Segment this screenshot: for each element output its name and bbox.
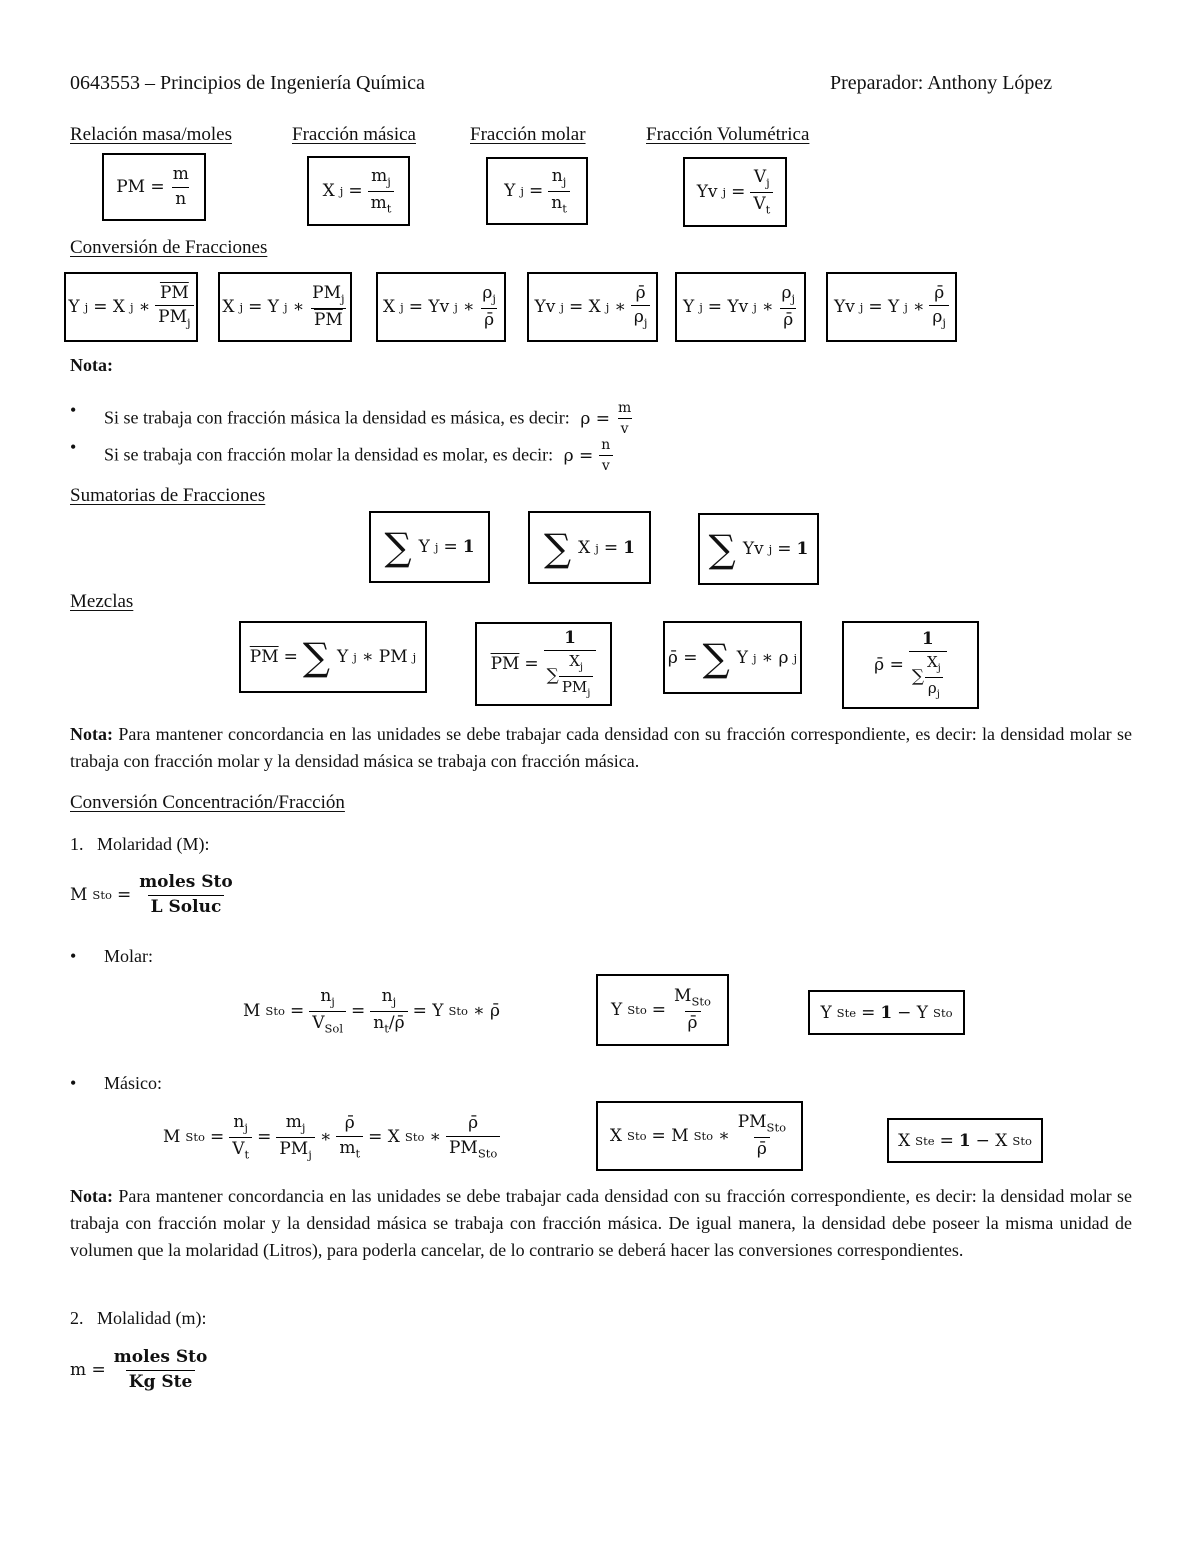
preparer-name: Preparador: Anthony López xyxy=(830,72,1053,94)
nota-label: Nota: xyxy=(70,724,113,744)
bullet-masico-text: Másico: xyxy=(104,1073,162,1093)
formula-conv-4: Yv j = X j ∗ $\frac{\rhō}{\rho_j}$ xyxy=(527,272,658,342)
formula-conv-1: Y j = X j ∗ $\frac{\overline{PM}}{PM_j}$ xyxy=(64,272,198,342)
molalidad-num: moles Sto xyxy=(113,1347,208,1367)
formula-conv-5: Y j = Yv j ∗ $\frac{\rho_j}{\rhō}$ xyxy=(675,272,806,342)
nota-label-2: Nota: xyxy=(70,1186,113,1206)
formula-ysto: Y Sto = $\frac{M_{Sto}}{\rhō}$ xyxy=(596,974,729,1046)
nota-title: Nota: xyxy=(70,355,113,375)
heading-sumatorias: Sumatorias de Fracciones xyxy=(70,485,266,506)
molaridad-num: moles Sto xyxy=(139,872,233,892)
formula-sum-yvj: ∑ Yv j = 1 xyxy=(698,513,819,585)
formula-xsto: X Sto = M Sto ∗ $\frac{PM_{Sto}}{\rhō}$ xyxy=(596,1101,803,1171)
formula-sum-yj: ∑ Y j = 1 xyxy=(369,511,490,583)
heading-mezclas: Mezclas xyxy=(70,591,134,612)
nota-text: Para mantener concordancia en las unidades se debe trabajar cada densidad con su fracción correspondiente, es decir: la densidad molar se trabaja con fracción molar y la densidad másica se trabaja con fracción másica. xyxy=(70,724,1133,771)
formula-xj: X j = $\frac{m_j}{m_t}$ xyxy=(307,156,410,226)
molaridad-title: 1. Molaridad (M): xyxy=(70,834,210,854)
formula-molar-chain: M Sto = $\frac{n_j}{V_{Sol}}$ = $\frac{n_j}{n_t/\rhō}$ = Y Sto ∗ ρ̄ xyxy=(243,986,500,1036)
formula-yvj: Yv j = $\frac{V_j}{V_t}$ xyxy=(683,157,787,227)
formula-yste: Y Ste = 1 − Y Sto xyxy=(808,990,965,1035)
formula-masico-chain: M Sto = $\frac{n_j}{V_t}$ = $\frac{m_j}{PM_j}$ ∗ $\frac{\rhō}{m_t}$ = X Sto ∗ $\frac{\rhō}{PM_{Sto}}$ xyxy=(163,1113,500,1161)
heading-concentracion: Conversión Concentración/Fracción xyxy=(70,792,345,813)
formula-molaridad: M Sto = $\frac{\text{moles Sto}}{\text{L Soluc}}$ xyxy=(70,873,236,917)
formula-pm: PM = $\frac{m}{n}$ xyxy=(102,153,206,221)
formula-conv-2: X j = Y j ∗ $\frac{PM_j}{PM}$ xyxy=(218,272,352,342)
nota-concordancia-1 xyxy=(70,721,1132,775)
bullet-masico: • Másico: xyxy=(70,1073,162,1093)
formula-conv-6: Yv j = Y j ∗ $\frac{\rhō}{\rho_j}$ xyxy=(826,272,957,342)
nota-bullet-molar: • Si se trabaja con fracción molar la densidad es molar, es decir: ρ = $\frac{n}{v}$ xyxy=(104,437,613,474)
formula-rho-mezcla-1: ρ̄ = ∑ Y j ∗ ρ j xyxy=(663,621,802,694)
nota-concordancia-2 xyxy=(70,1183,1132,1264)
molaridad-den: L Soluc xyxy=(148,895,225,918)
formula-rho-mezcla-2: ρ̄ = 1 ∑ $\frac{X_j}{\rho_j}$ xyxy=(842,621,979,709)
nota-text-2: Para mantener concordancia en las unidades se debe trabajar cada densidad con su fracción correspondiente, es decir: la densidad molar se trabaja con fracción molar y la densidad másica se trabaja con fracción másica. De igual manera, la densidad debe poseer la misma unidad de volumen que la molaridad (Litros), para poderla cancelar, de lo contrario se deberá hacer las conversiones correspondientes. xyxy=(70,1186,1133,1260)
nota-bullet-masica-text: Si se trabaja con fracción másica la densidad es másica, es decir: xyxy=(104,407,570,428)
heading-fraccion-masica: Fracción másica xyxy=(292,124,416,145)
formula-yj: Y j = $\frac{n_j}{n_t}$ xyxy=(486,157,588,225)
heading-relacion: Relación masa/moles xyxy=(70,124,232,145)
formula-conv-3: X j = Yv j ∗ $\frac{\rho_j}{\rhō}$ xyxy=(376,272,506,342)
molalidad-den: Kg Ste xyxy=(126,1370,196,1393)
molalidad-title: 2. Molalidad (m): xyxy=(70,1308,207,1328)
heading-conversion: Conversión de Fracciones xyxy=(70,237,268,258)
formula-sum-xj: ∑ X j = 1 xyxy=(528,511,651,584)
heading-fraccion-volumetrica: Fracción Volumétrica xyxy=(646,124,810,145)
formula-xste: X Ste = 1 − X Sto xyxy=(887,1118,1043,1163)
bullet-molar: • Molar: xyxy=(70,946,153,966)
nota-bullet-masica: • Si se trabaja con fracción másica la densidad es másica, es decir: ρ = $\frac{m}{v}$ xyxy=(70,400,632,438)
formula-molalidad: m = $\frac{\text{moles Sto}}{\text{Kg Ste}}$ xyxy=(70,1348,210,1392)
formula-pm-mezcla-2: $\overline{PM}$ = 1 ∑ $\frac{X_j}{PM_j}$ xyxy=(475,622,612,706)
bullet-molar-text: Molar: xyxy=(104,946,153,966)
course-title: 0643553 – Principios de Ingeniería Química xyxy=(70,72,425,94)
formula-pm-mezcla-1: $\overline{PM}$ = ∑ Y j ∗ PM j xyxy=(239,621,427,693)
nota-bullet-molar-text: Si se trabaja con fracción molar la densidad es molar, es decir: xyxy=(104,444,554,465)
heading-fraccion-molar: Fracción molar xyxy=(470,124,586,145)
